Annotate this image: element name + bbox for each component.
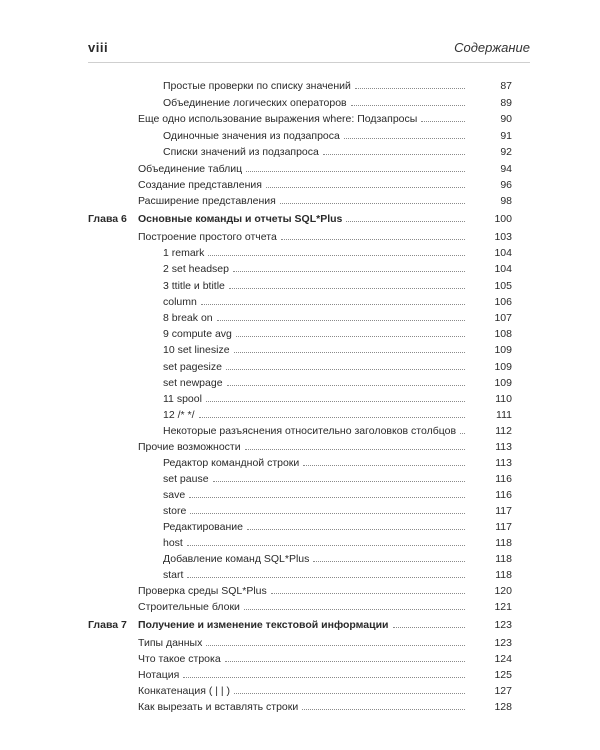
toc-row	[0, 128, 600, 145]
toc-entry-title: 9 compute avg	[163, 328, 232, 340]
toc-row	[0, 503, 600, 520]
leader-dots	[206, 635, 465, 646]
toc-entry-title: start	[163, 569, 184, 581]
page-number: viii	[88, 40, 109, 55]
toc-page-number: 120	[494, 585, 512, 597]
leader-dots	[199, 407, 465, 418]
toc-page-number: 118	[495, 553, 512, 565]
leader-dots	[351, 95, 465, 106]
toc-row	[0, 519, 600, 536]
toc-row	[0, 245, 600, 262]
toc-entry-title: save	[163, 489, 186, 501]
toc-entry-title: Типы данных	[138, 637, 203, 649]
leader-dots	[190, 503, 465, 514]
toc-entry[interactable]	[163, 342, 469, 359]
leader-dots	[206, 391, 465, 402]
toc-entry[interactable]	[138, 439, 469, 456]
toc-chapter-row	[0, 617, 600, 634]
leader-dots	[303, 455, 465, 466]
toc-entry[interactable]	[138, 193, 469, 210]
toc-entry-title: Что такое строка	[138, 653, 221, 665]
toc-row	[0, 551, 600, 568]
toc-row	[0, 359, 600, 376]
toc-entry[interactable]	[163, 128, 469, 145]
toc-entry-title: Получение и изменение текстовой информации	[138, 619, 389, 631]
toc-row	[0, 471, 600, 488]
leader-dots	[217, 310, 465, 321]
toc-entry[interactable]	[163, 144, 469, 161]
toc-row	[0, 439, 600, 456]
toc-entry-title: 11 spool	[163, 393, 202, 405]
toc-entry[interactable]	[163, 245, 469, 262]
leader-dots	[313, 551, 465, 562]
toc-page-number: 104	[494, 247, 512, 259]
leader-dots	[187, 535, 465, 546]
toc-row	[0, 144, 600, 161]
toc-entry-title: Конкатенация ( | | )	[138, 685, 231, 697]
toc-entry-title: Строительные блоки	[138, 601, 240, 613]
toc-page-number: 94	[500, 163, 512, 175]
leader-dots	[280, 193, 465, 204]
leader-dots	[225, 651, 465, 662]
toc-entry-title: set pause	[163, 473, 209, 485]
toc-entry-title: Построение простого отчета	[138, 231, 277, 243]
toc-entry[interactable]	[138, 651, 469, 668]
toc-row	[0, 651, 600, 668]
toc-row	[0, 455, 600, 472]
toc-entry[interactable]	[163, 551, 469, 568]
toc-page-number: 116	[495, 473, 512, 485]
toc-entry[interactable]	[138, 111, 469, 128]
toc-entry-title: Создание представления	[138, 179, 262, 191]
toc-row	[0, 487, 600, 504]
toc-page-number: 89	[500, 97, 512, 109]
toc-row	[0, 407, 600, 424]
toc-entry[interactable]	[138, 599, 469, 616]
toc-row	[0, 535, 600, 552]
chapter-label: Глава 7	[88, 619, 127, 631]
toc-page-number: 117	[495, 521, 512, 533]
page-header	[88, 40, 530, 63]
toc-entry[interactable]	[163, 471, 469, 488]
toc-page-number: 100	[494, 213, 512, 225]
toc-page-number: 98	[500, 195, 512, 207]
toc-row	[0, 583, 600, 600]
leader-dots	[460, 423, 465, 434]
toc-entry-title: 3 ttitle и btitle	[163, 280, 225, 292]
toc-page-number: 118	[495, 537, 512, 549]
leader-dots	[189, 487, 465, 498]
toc-row	[0, 161, 600, 178]
toc-page-number: 91	[500, 130, 512, 142]
toc-entry-title: Добавление команд SQL*Plus	[163, 553, 310, 565]
toc-entry-title: Некоторые разъяснения относительно заголовков столбцов	[163, 425, 457, 437]
toc-entry[interactable]	[138, 699, 469, 716]
toc-entry-title: column	[163, 296, 197, 308]
leader-dots	[236, 326, 465, 337]
toc-entry[interactable]	[163, 455, 469, 472]
toc-page-number: 105	[494, 280, 512, 292]
toc-page-number: 113	[495, 441, 512, 453]
toc-page-number: 104	[494, 263, 512, 275]
toc-entry[interactable]	[163, 310, 469, 327]
leader-dots	[393, 617, 465, 628]
toc-row	[0, 423, 600, 440]
toc-page-number: 107	[494, 312, 512, 324]
toc-row	[0, 177, 600, 194]
toc-row	[0, 683, 600, 700]
toc-row	[0, 193, 600, 210]
toc-entry-title: host	[163, 537, 183, 549]
toc-page-number: 90	[500, 113, 512, 125]
toc-entry-title: 8 break on	[163, 312, 213, 324]
toc-row	[0, 326, 600, 343]
toc-page-number: 109	[494, 361, 512, 373]
toc-page-number: 109	[494, 344, 512, 356]
toc-page-number: 103	[494, 231, 512, 243]
leader-dots	[247, 519, 465, 530]
toc-page-number: 121	[494, 601, 512, 613]
toc-page-number: 108	[494, 328, 512, 340]
toc-row	[0, 599, 600, 616]
toc-entry[interactable]	[163, 278, 469, 295]
toc-entry[interactable]	[163, 359, 469, 376]
toc-entry-title: Редактирование	[163, 521, 243, 533]
toc-row	[0, 699, 600, 716]
toc-page-number: 106	[494, 296, 512, 308]
toc-row	[0, 229, 600, 246]
toc-page-number: 87	[500, 80, 512, 92]
toc-entry[interactable]	[163, 535, 469, 552]
toc-entry[interactable]	[163, 503, 469, 520]
leader-dots	[229, 278, 465, 289]
leader-dots	[266, 177, 465, 188]
toc-row	[0, 95, 600, 112]
toc-page-number: 96	[500, 179, 512, 191]
toc-entry-title: Списки значений из подзапроса	[163, 146, 319, 158]
section-title: Содержание	[454, 40, 530, 55]
toc-entry[interactable]	[138, 683, 469, 700]
toc-entry[interactable]	[138, 635, 469, 652]
toc-entry[interactable]	[138, 211, 469, 228]
toc-entry-title: Проверка среды SQL*Plus	[138, 585, 267, 597]
toc-entry-title: Объединение таблиц	[138, 163, 243, 175]
toc-entry-title: Объединение логических операторов	[163, 97, 347, 109]
toc-page-number: 123	[494, 637, 512, 649]
toc-chapter-row	[0, 211, 600, 228]
toc-page-number: 117	[495, 505, 512, 517]
toc-row	[0, 111, 600, 128]
leader-dots	[245, 439, 465, 450]
toc-page-number: 111	[496, 409, 512, 421]
leader-dots	[183, 667, 465, 678]
leader-dots	[323, 144, 465, 155]
leader-dots	[271, 583, 465, 594]
toc-entry[interactable]	[163, 78, 469, 95]
toc-page-number: 116	[495, 489, 512, 501]
leader-dots	[201, 294, 465, 305]
toc-entry[interactable]	[163, 95, 469, 112]
toc-row	[0, 342, 600, 359]
leader-dots	[246, 161, 465, 172]
toc-entry-title: Как вырезать и вставлять строки	[138, 701, 299, 713]
chapter-label: Глава 6	[88, 213, 127, 225]
leader-dots	[355, 78, 465, 89]
toc-row	[0, 278, 600, 295]
toc-page-number: 113	[495, 457, 512, 469]
toc-entry[interactable]	[163, 519, 469, 536]
toc-entry[interactable]	[163, 567, 469, 584]
toc-entry[interactable]	[138, 617, 469, 634]
toc-entry-title: Нотация	[138, 669, 180, 681]
leader-dots	[234, 342, 465, 353]
leader-dots	[244, 599, 465, 610]
toc-row	[0, 667, 600, 684]
toc-row	[0, 261, 600, 278]
toc-page-number: 125	[494, 669, 512, 681]
leader-dots	[346, 211, 465, 222]
toc-entry-title: 2 set headsep	[163, 263, 229, 275]
toc-entry-title: Прочие возможности	[138, 441, 241, 453]
leader-dots	[227, 375, 465, 386]
toc-entry[interactable]	[163, 261, 469, 278]
toc-row	[0, 567, 600, 584]
toc-entry-title: set pagesize	[163, 361, 222, 373]
toc-entry[interactable]	[163, 407, 469, 424]
toc-entry-title: Простые проверки по списку значений	[163, 80, 351, 92]
toc-page-number: 110	[495, 393, 512, 405]
toc-entry-title: 10 set linesize	[163, 344, 230, 356]
toc-row	[0, 294, 600, 311]
toc-entry-title: Редактор командной строки	[163, 457, 300, 469]
leader-dots	[233, 261, 465, 272]
leader-dots	[234, 683, 465, 694]
toc-entry-title: 12 /* */	[163, 409, 195, 421]
toc-entry[interactable]	[163, 375, 469, 392]
leader-dots	[421, 111, 465, 122]
leader-dots	[226, 359, 465, 370]
toc-entry[interactable]	[138, 667, 469, 684]
toc-row	[0, 375, 600, 392]
toc-entry-title: Основные команды и отчеты SQL*Plus	[138, 213, 343, 225]
toc-page-number: 109	[494, 377, 512, 389]
leader-dots	[208, 245, 465, 256]
toc-page-number: 124	[494, 653, 512, 665]
toc-row	[0, 635, 600, 652]
toc-entry[interactable]	[163, 326, 469, 343]
toc-row	[0, 78, 600, 95]
leader-dots	[302, 699, 465, 710]
toc-entry[interactable]	[138, 177, 469, 194]
leader-dots	[281, 229, 465, 240]
toc-page-number: 92	[500, 146, 512, 158]
toc-entry[interactable]	[163, 294, 469, 311]
toc-entry-title: Еще одно использование выражения where: Подзапросы	[138, 113, 418, 125]
toc-entry[interactable]	[163, 391, 469, 408]
toc-row	[0, 310, 600, 327]
leader-dots	[213, 471, 465, 482]
toc-page-number: 128	[494, 701, 512, 713]
toc-entry[interactable]	[138, 229, 469, 246]
toc-entry-title: store	[163, 505, 187, 517]
toc-page-number: 127	[494, 685, 512, 697]
toc-entry[interactable]	[163, 487, 469, 504]
toc-entry-title: Одиночные значения из подзапроса	[163, 130, 340, 142]
toc-entry-title: set newpage	[163, 377, 223, 389]
toc-page-number: 123	[494, 619, 512, 631]
toc-entry-title: Расширение представления	[138, 195, 276, 207]
toc-entry[interactable]	[163, 423, 469, 440]
toc-row	[0, 391, 600, 408]
toc-entry[interactable]	[138, 583, 469, 600]
toc-entry[interactable]	[138, 161, 469, 178]
toc-page-number: 118	[495, 569, 512, 581]
leader-dots	[187, 567, 465, 578]
toc-entry-title: 1 remark	[163, 247, 205, 259]
toc-page-number: 112	[495, 425, 512, 437]
leader-dots	[344, 128, 465, 139]
